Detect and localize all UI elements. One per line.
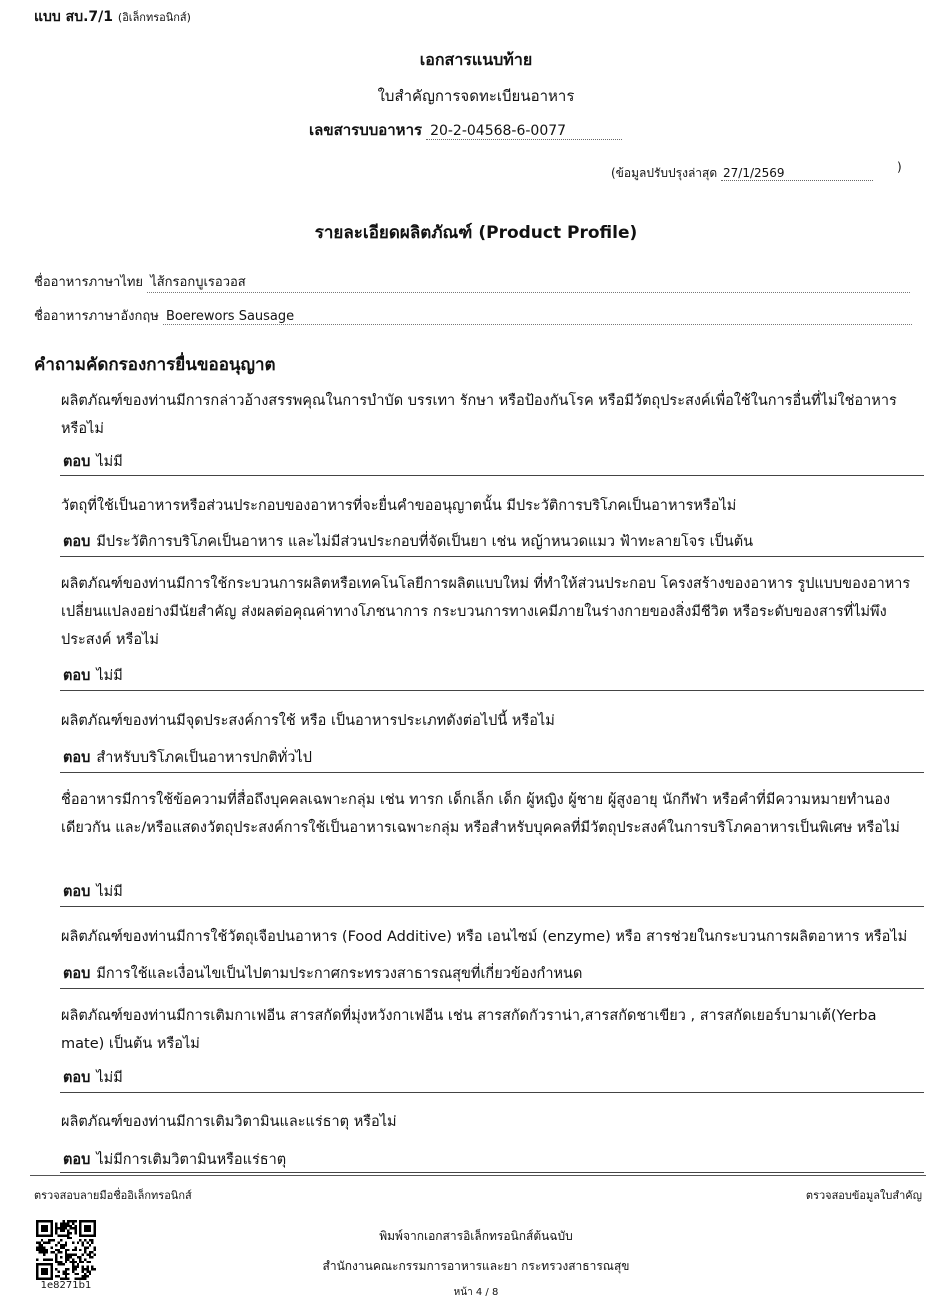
print-note: พิมพ์จากเอกสารอิเล็กทรอนิกส์ต้นฉบับ bbox=[379, 1229, 573, 1243]
answer-8 bbox=[63, 1148, 286, 1171]
divider bbox=[60, 690, 924, 691]
divider bbox=[60, 772, 924, 773]
question-1: ผลิตภัณฑ์ของท่านมีการกล่าวอ้างสรรพคุณในการบำบัด บรรเทา รักษา หรือป้องกันโรค หรือมีวัตถุประสงค์เพื่อใช้ในการอื่นที่ไม่ใช่อาหาร หรือไม่ bbox=[61, 393, 897, 437]
answer-value: ไม่มี bbox=[96, 668, 123, 684]
form-code bbox=[34, 6, 191, 28]
question-6: ผลิตภัณฑ์ของท่านมีการใช้วัตถุเจือปนอาหาร (Food Additive) หรือ เอนไซม์ (enzyme) หรือ สารช่วยในกระบวนการผลิตอาหาร หรือไม่ bbox=[61, 929, 908, 945]
answer-value: มีประวัติการบริโภคเป็นอาหาร และไม่มีส่วนประกอบที่จัดเป็นยา เช่น หญ้าหนวดแมว ฟ้าทะลายโจร เป็นต้น bbox=[96, 534, 754, 550]
answer-label: ตอบ bbox=[63, 884, 91, 900]
registration-line bbox=[309, 118, 622, 142]
verify-certificate-link[interactable]: ตรวจสอบข้อมูลใบสำคัญ bbox=[805, 1189, 922, 1202]
profile-title: รายละเอียดผลิตภัณฑ์ (Product Profile) bbox=[314, 223, 638, 243]
answer-label: ตอบ bbox=[63, 1152, 91, 1168]
answer-value: สำหรับบริโภคเป็นอาหารปกติทั่วไป bbox=[96, 750, 312, 766]
divider bbox=[60, 1172, 924, 1173]
qr-code-text: 1e8271b1 bbox=[40, 1280, 92, 1291]
answer-value: มีการใช้และเงื่อนไขเป็นไปตามประกาศกระทรวงสาธารณสุขที่เกี่ยวข้องกำหนด bbox=[96, 966, 583, 982]
answer-value: ไม่มีการเติมวิตามินหรือแร่ธาตุ bbox=[96, 1152, 287, 1168]
answer-5 bbox=[63, 880, 123, 903]
page-number: หน้า 4 / 8 bbox=[453, 1287, 499, 1298]
divider bbox=[60, 906, 924, 907]
answer-4 bbox=[63, 746, 312, 769]
registration-number: 20-2-04568-6-0077 bbox=[426, 123, 622, 140]
answer-3 bbox=[63, 664, 123, 687]
form-code-label: แบบ สบ.7/1 bbox=[34, 9, 114, 25]
question-2: วัตถุที่ใช้เป็นอาหารหรือส่วนประกอบของอาหารที่จะยื่นคำขออนุญาตนั้น มีประวัติการบริโภคเป็นอาหารหรือไม่ bbox=[61, 498, 737, 514]
question-3: ผลิตภัณฑ์ของท่านมีการใช้กระบวนการผลิตหรือเทคโนโลยีการผลิตแบบใหม่ ที่ทำให้ส่วนประกอบ โครงสร้างของอาหาร รูปแบบของอาหารเปลี่ยนแปลงอย่างมีนัยสำคัญ ส่งผลต่อคุณค่าทางโภชนาการ กระบวนการทางเคมีภายในร่างกายของสิ่งมีชีวิต หรือระดับของสารที่ไม่พึงประสงค์ หรือไม่ bbox=[61, 576, 911, 648]
answer-6 bbox=[63, 962, 582, 985]
question-8: ผลิตภัณฑ์ของท่านมีการเติมวิตามินและแร่ธาตุ หรือไม่ bbox=[61, 1114, 397, 1130]
document-title: เอกสารแนบท้าย bbox=[419, 50, 533, 69]
divider bbox=[60, 1092, 924, 1093]
update-date: 27/1/2569 bbox=[721, 166, 873, 181]
divider bbox=[60, 556, 924, 557]
thai-name-field bbox=[34, 271, 910, 293]
eng-name-value: Boerewors Sausage bbox=[163, 309, 912, 325]
eng-name-label: ชื่ออาหารภาษาอังกฤษ bbox=[34, 309, 159, 324]
document-subtitle: ใบสำคัญการจดทะเบียนอาหาร bbox=[377, 87, 575, 105]
update-label: (ข้อมูลปรับปรุงล่าสุด bbox=[611, 166, 718, 180]
verify-signature-link[interactable]: ตรวจสอบลายมือชื่ออิเล็กทรอนิกส์ bbox=[34, 1189, 192, 1202]
update-close-paren: ) bbox=[897, 160, 902, 174]
answer-value: ไม่มี bbox=[96, 884, 123, 900]
footer-divider bbox=[30, 1175, 926, 1176]
question-7: ผลิตภัณฑ์ของท่านมีการเติมกาเฟอีน สารสกัดที่มุ่งหวังกาเฟอีน เช่น สารสกัดกัวราน่า,สารสกัดชาเขียว , สารสกัดเยอร์บามาเต้(Yerba mate) เป็นต้น หรือไม่ bbox=[61, 1008, 877, 1052]
registration-label: เลขสารบบอาหาร bbox=[309, 121, 423, 139]
answer-label: ตอบ bbox=[63, 668, 91, 684]
screening-title: คำถามคัดกรองการยื่นขออนุญาต bbox=[34, 355, 276, 375]
answer-label: ตอบ bbox=[63, 1070, 91, 1086]
thai-name-value: ไส้กรอกบูเรอวอส bbox=[147, 271, 910, 293]
answer-label: ตอบ bbox=[63, 454, 91, 470]
issuing-agency: สำนักงานคณะกรรมการอาหารและยา กระทรวงสาธารณสุข bbox=[322, 1259, 630, 1273]
answer-7 bbox=[63, 1066, 123, 1089]
answer-2 bbox=[63, 530, 753, 553]
answer-1 bbox=[63, 450, 123, 473]
eng-name-field bbox=[34, 305, 912, 326]
answer-value: ไม่มี bbox=[96, 1070, 123, 1086]
question-4: ผลิตภัณฑ์ของท่านมีจุดประสงค์การใช้ หรือ เป็นอาหารประเภทดังต่อไปนี้ หรือไม่ bbox=[61, 713, 555, 729]
answer-value: ไม่มี bbox=[96, 454, 123, 470]
form-code-sub: (อิเล็กทรอนิกส์) bbox=[117, 11, 191, 24]
answer-label: ตอบ bbox=[63, 534, 91, 550]
thai-name-label: ชื่ออาหารภาษาไทย bbox=[34, 275, 144, 290]
divider bbox=[60, 988, 924, 989]
answer-label: ตอบ bbox=[63, 750, 91, 766]
question-5: ชื่ออาหารมีการใช้ข้อความที่สื่อถึงบุคคลเฉพาะกลุ่ม เช่น ทารก เด็กเล็ก เด็ก ผู้หญิง ผู้ชาย ผู้สูงอายุ นักกีฬา หรือคำที่มีความหมายทำนองเดียวกัน และ/หรือแสดงวัตถุประสงค์การใช้เป็นอาหารเฉพาะกลุ่ม หรือสำหรับบุคคลที่มีวัตถุประสงค์ในการบริโภคอาหารเป็นพิเศษ หรือไม่ bbox=[61, 792, 900, 836]
update-line bbox=[611, 160, 902, 183]
divider bbox=[60, 475, 924, 476]
answer-label: ตอบ bbox=[63, 966, 91, 982]
